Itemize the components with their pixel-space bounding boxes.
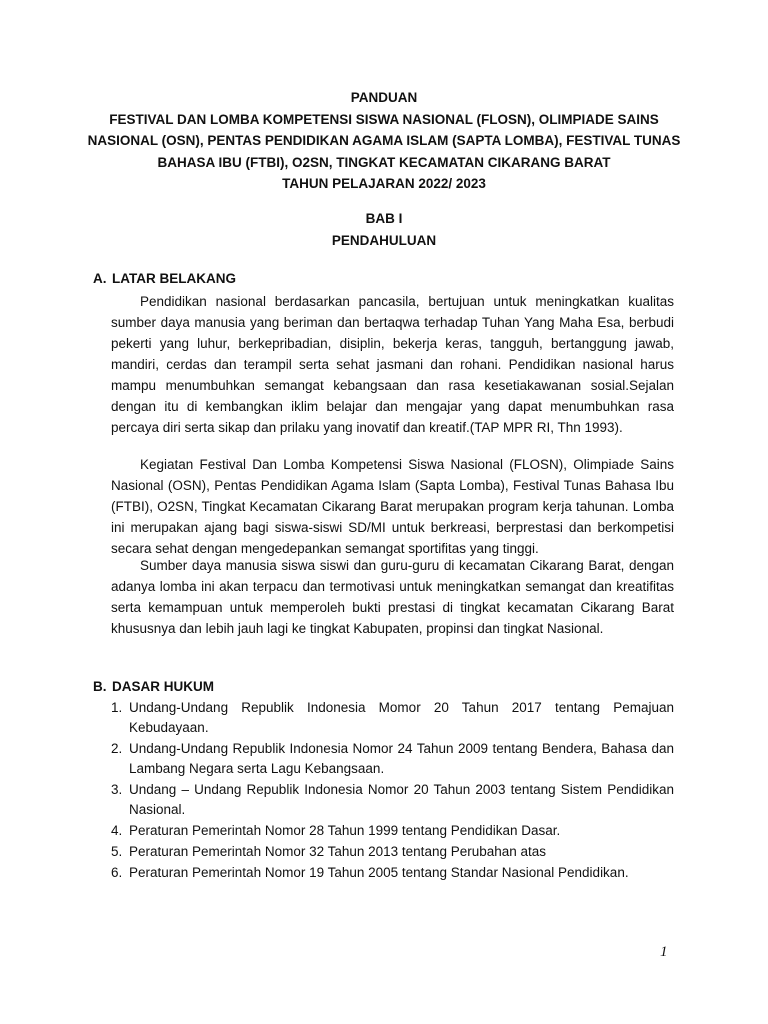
list-text: Peraturan Pemerintah Nomor 28 Tahun 1999 tentang Pendidikan Dasar. (129, 823, 561, 838)
chapter-number: BAB I (365, 211, 403, 226)
list-number: 3. (111, 782, 123, 797)
title-line: NASIONAL (OSN), PENTAS PENDIDIKAN AGAMA ISLAM (SAPTA LOMBA), FESTIVAL TUNAS (87, 133, 681, 148)
chapter-heading (80, 208, 688, 251)
paragraph (111, 454, 674, 559)
paragraph-text: Sumber daya manusia siswa siswi dan guru-guru di kecamatan Cikarang Barat, dengan adanya lomba ini akan terpacu dan termotivasi untuk meningkatkan semangat dan kreatifitas serta kemampuan untuk memperoleh bukti prestasi di tingkat kecamatan Cikarang Barat khususnya dan lebih jauh lagi ke tingkat Kabupaten, propinsi dan tingkat Nasional. (111, 558, 674, 636)
paragraph-text: Kegiatan Festival Dan Lomba Kompetensi Siswa Nasional (FLOSN), Olimpiade Sains Nasional (OSN), Pentas Pendidikan Agama Islam (Sapta Lomba), Festival Tunas Bahasa Ibu (FTBI), O2SN, Tingkat Kecamatan Cikarang Barat merupakan program kerja tahunan. Lomba ini merupakan ajang bagi siswa-siswi SD/MI untuk berkreasi, berprestasi dan berkompetisi secara sehat dengan mengedepankan semangat sportifitas yang tinggi. (111, 457, 674, 556)
list-text: Undang-Undang Republik Indonesia Nomor 24 Tahun 2009 tentang Bendera, Bahasa dan Lambang Negara serta Lagu Kebangsaan. (129, 741, 674, 776)
document-title (80, 87, 688, 195)
list-item (111, 821, 674, 841)
paragraph-text: Pendidikan nasional berdasarkan pancasila, bertujuan untuk meningkatkan kualitas sumber daya manusia yang beriman dan bertaqwa terhadap Tuhan Yang Maha Esa, berbudi pekerti yang luhur, berkepribadian, disiplin, bekerja keras, tangguh, bertanggung jawab, mandiri, cerdas dan terampil serta sehat jasmani dan rohani. Pendidikan nasional harus mampu menumbuhkan semangat kebangsaan dan rasa kesetiakawanan sosial.Sejalan dengan itu di kembangkan iklim belajar dan mengajar yang dapat menumbuhkan rasa percaya diri serta sikap dan prilaku yang inovatif dan kreatif.(TAP MPR RI, Thn 1993). (111, 294, 674, 435)
list-item (111, 863, 674, 883)
section-title: DASAR HUKUM (112, 679, 214, 694)
section-letter: A. (93, 271, 107, 286)
section-title: LATAR BELAKANG (112, 271, 236, 286)
page-number: 1 (660, 944, 668, 960)
title-line: FESTIVAL DAN LOMBA KOMPETENSI SISWA NASIONAL (FLOSN), OLIMPIADE SAINS (109, 111, 659, 127)
paragraph (111, 555, 674, 639)
list-number: 1. (111, 700, 123, 715)
title-line: PANDUAN (350, 90, 418, 105)
section-a-heading (93, 271, 236, 286)
section-b-heading (93, 679, 214, 694)
title-line: BAHASA IBU (FTBI), O2SN, TINGKAT KECAMATAN CIKARANG BARAT (157, 154, 611, 170)
list-number: 6. (111, 865, 123, 880)
list-text: Undang-Undang Republik Indonesia Momor 20 Tahun 2017 tentang Pemajuan Kebudayaan. (129, 700, 674, 735)
list-number: 4. (111, 823, 123, 838)
legal-basis-list (111, 698, 674, 884)
list-item (111, 739, 674, 779)
list-text: Undang – Undang Republik Indonesia Nomor 20 Tahun 2003 tentang Sistem Pendidikan Nasional. (129, 782, 674, 817)
list-item (111, 842, 674, 862)
section-letter: B. (93, 679, 107, 694)
list-text: Peraturan Pemerintah Nomor 32 Tahun 2013 tentang Perubahan atas (129, 844, 547, 859)
list-item (111, 780, 674, 820)
list-number: 2. (111, 741, 123, 756)
paragraph (111, 291, 674, 438)
chapter-name: PENDAHULUAN (331, 232, 437, 248)
list-text: Peraturan Pemerintah Nomor 19 Tahun 2005 tentang Standar Nasional Pendidikan. (129, 865, 629, 880)
title-line: TAHUN PELAJARAN 2022/ 2023 (282, 176, 486, 191)
list-item (111, 698, 674, 738)
list-number: 5. (111, 844, 123, 859)
